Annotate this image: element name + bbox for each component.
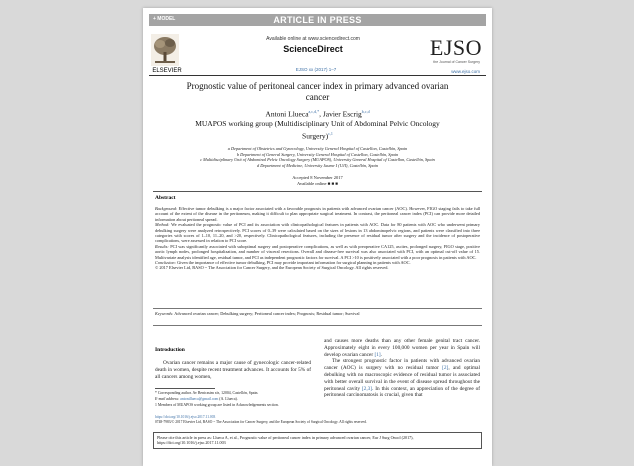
abstract-background: Effective tumor debulking is a major factor associated with a favorable prognosis in patients with advanced ovarian cancer (AOC). However, FIGO staging fails to take full account of the extent of the disease in the peritoneum, making it difficult to plan appropriate surgical treatment. In contrast, the peritoneal cancer index (PCI) can provide more detailed information about peritoneal spread. [155, 206, 480, 222]
keywords-list: Advanced ovarian cancer; Debulking surgery; Peritoneal cancer index; Prognosis; Residual tumor; Survival [173, 311, 360, 316]
available-online-date: Available online ■ ■ ■ [296, 180, 339, 186]
keywords [155, 311, 480, 316]
abstract-top-rule [153, 191, 482, 192]
elsevier-tree-logo [151, 34, 179, 66]
doi-block [155, 415, 480, 424]
article-title: Prognostic value of peritoneal cancer index in primary advanced ovarian cancer [186, 81, 449, 102]
author-separator: , [319, 109, 323, 119]
body-column-left [155, 360, 311, 380]
reference-link[interactable]: [1] [374, 351, 381, 358]
available-online-line: Available online at www.sciencedirect.com [266, 36, 360, 42]
affiliation-item: b Department of General Surgery, University General Hospital of Castellon, Castellón, Spain [236, 151, 399, 157]
author-name: Antoni Llueca [265, 109, 309, 119]
corresponding-author-note: * Corresponding author. Av Benicasim s/n, 12004, Castellón, Spain. [155, 391, 259, 395]
body-paragraph: The strongest prognostic factor in patients with advanced ovarian cancer (AOC) is surgery with no residual tumor [2], and optimal debulking with no macroscopic evidence of residual tumor is associated with better overall survival in the event of disease spread throughout the peritoneal cavity [2,3]. In this context, an appreciation of the degree of peritoneal carcinomatosis is crucial, given that [324, 358, 481, 399]
doi-link[interactable]: https://doi.org/10.1016/j.ejso.2017.11.003 [155, 415, 216, 419]
abstract-copyright: © 2017 Elsevier Ltd, BASO ~ The Association for Cancer Surgery, and the European Society of Surgical Oncology. All rights reserved. [155, 265, 389, 271]
keywords-top-rule [153, 308, 482, 309]
journal-subtitle: the Journal of Cancer Surgery [433, 60, 480, 64]
abstract-label: Background: [155, 206, 178, 211]
footnote-rule [155, 388, 215, 389]
email-note: E-mail address: antonillueca@gmail.com (A. Llueca). [155, 396, 238, 401]
author-affiliation-marker[interactable]: b,c,d [361, 109, 370, 114]
citation-text: Please cite this article in press as: Llueca A, et al., Prognostic value of peritoneal cancer index in primary advanced ovarian cancer, Eur J Surg Oncol (2017), https://doi.org/10.1016/j.ejso.2017.11.003 [157, 435, 414, 446]
abstract-label: Method: [155, 222, 170, 228]
article-in-press-banner [149, 14, 486, 26]
section-heading: Introduction [155, 347, 185, 353]
article-in-press-title: ARTICLE IN PRESS [273, 15, 362, 25]
abstract-results: PCI was significantly associated with suboptimal surgery and postoperative complications, as well as with preoperative CA125, ascites, prolonged surgery, FIGO stage, positive aortic lymph nodes, prolonged hospitalization, and number of visceral resections. Overall and disease-free survival was also associated with PCI, with an optimal cut-off value of 15. Multivariate analysis identified age, residual tumor, and PCI as independent prognostic factors for survival. A PCI >10 is positively associated with a poor prognosis in patients with AOC. [155, 243, 480, 260]
journal-citation[interactable]: EJSO xx (2017) 1–7 [295, 67, 337, 72]
abstract-conclusion: Given the importance of effective tumor debulking, PCI may provide important information for surgical planning in patients with AOC. [176, 260, 411, 266]
abstract-label: Results: [155, 243, 169, 249]
affiliation-item: a Department of Obstetrics and Gynecology, University General Hospital of Castellon, Castellón, Spain [227, 146, 408, 151]
issn-copyright: 0748-7983/© 2017 Elsevier Ltd, BASO ~ The Association for Cancer Surgery, and the European Society of Surgical Oncology. All rights reserved. [155, 419, 367, 424]
journal-website[interactable]: www.ejso.com [451, 69, 480, 74]
affiliation-item: c Multidisciplinary Unit of Abdominal Pelvic Oncology Surgery (MUAPOS), University General Hospital of Castellon, Castellón, Spain [200, 157, 435, 163]
affiliations [188, 146, 447, 168]
group-affiliation-marker[interactable]: c,1 [328, 130, 333, 136]
body-paragraph: and causes more deaths than any other female genital tract cancer. Approximately eight in every 100,000 women per year in Spain will develop ovarian cancer [1]. [324, 338, 480, 358]
journal-logo: EJSO [429, 35, 482, 60]
abstract-heading: Abstract [155, 195, 176, 201]
abstract-label: Conclusion: [155, 260, 177, 266]
publisher-name: ELSEVIER [152, 68, 182, 74]
keywords-bottom-rule [153, 325, 482, 326]
author-list [183, 107, 452, 141]
keywords-label: Keywords: [155, 311, 174, 316]
footnotes [155, 391, 311, 408]
working-group-name: MUAPOS working group (Multidisciplinary Unit of Abdominal Pelvic Oncology Surgery) [195, 119, 440, 140]
members-note: 1 Members of MUAPOS working group are listed in Acknowledgements section. [155, 402, 279, 407]
reference-link[interactable]: [2,3] [361, 385, 373, 392]
affiliation-item: d Department of Medicine, University Jaume I (UJI), Castellón, Spain [257, 162, 378, 168]
accepted-date: Accepted 8 November 2017 [292, 175, 343, 180]
model-label: + MODEL [153, 16, 176, 22]
header-rule [149, 75, 486, 76]
article-dates [223, 175, 412, 186]
author-affiliation-marker[interactable]: a,c,d,* [308, 109, 320, 114]
body-column-right [324, 338, 480, 399]
email-link[interactable]: antonillueca@gmail.com [180, 396, 219, 401]
article-page [143, 8, 492, 466]
citation-box [153, 432, 482, 449]
abstract-method: We evaluated the prognostic value of PCI and its association with clinicopathological features in patients with AOC. Data for 80 patients with AOC who underwent primary debulking surgery were analyzed retrospectively. PCI scores of 0–39 were calculated based on the sizes of lesions in 13 abdominopelvic regions, and patients were classified into three categories with scores of 1–10, 11–20, and >20, respectively. Clinicopathological features, including the presence of residual tumor after surgery and the incidence of postoperative complications, were assessed in relation to PCI score. [155, 222, 480, 244]
author-name: Javier Escrig [322, 109, 362, 119]
sciencedirect-logo: ScienceDirect [283, 44, 343, 54]
body-paragraph: Ovarian cancer remains a major cause of gynecologic cancer-related death in women, despite recent treatment advances. It accounts for 5% of all cancers among women, [155, 360, 311, 380]
abstract-body [155, 206, 480, 271]
reference-link[interactable]: [2] [442, 365, 449, 372]
